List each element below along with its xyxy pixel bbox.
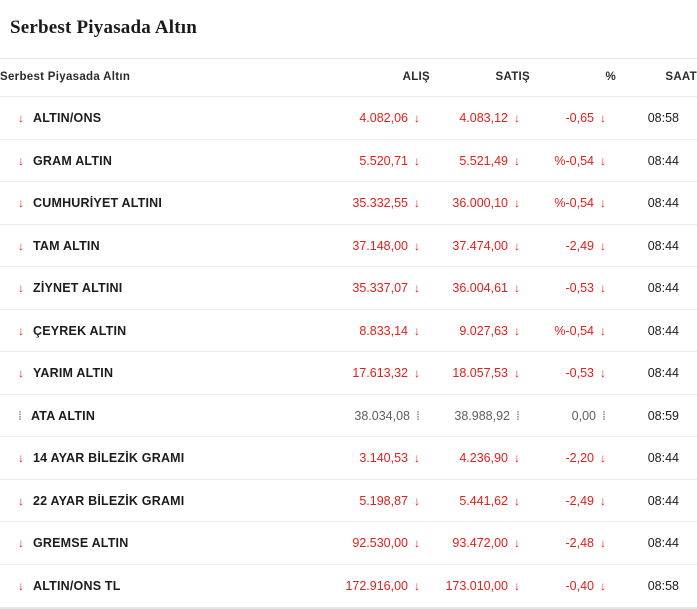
arrow-down-icon: ↓ (600, 281, 606, 296)
cell-change-percent (530, 139, 616, 182)
instrument-label: 22 AYAR BİLEZİK GRAMI (33, 493, 185, 508)
arrow-down-icon: ↓ (18, 153, 24, 168)
table-row[interactable] (0, 224, 697, 267)
change-percent-value: -2,49 (565, 238, 594, 253)
cell-sell-price (430, 564, 530, 607)
buy-price-value: 37.148,00 (352, 238, 408, 253)
cell-instrument[interactable] (0, 352, 330, 395)
flat-indicator-icon: ⁞ (516, 408, 520, 423)
cell-instrument[interactable] (0, 479, 330, 522)
sell-price-value: 5.521,49 (459, 153, 508, 168)
page-root (0, 13, 697, 609)
page-title: Serbest Piyasada Altın (10, 16, 198, 38)
arrow-down-icon: ↓ (514, 238, 520, 253)
cell-change-percent (530, 522, 616, 565)
cell-change-percent (530, 564, 616, 607)
cell-instrument[interactable] (0, 97, 330, 140)
cell-instrument[interactable] (0, 564, 330, 607)
flat-indicator-icon: ⁞ (18, 408, 22, 423)
cell-sell-price (430, 224, 530, 267)
sell-price-value: 5.441,62 (459, 493, 508, 508)
cell-instrument[interactable] (0, 267, 330, 310)
sell-price-value: 38.988,92 (454, 408, 510, 423)
arrow-down-icon: ↓ (414, 196, 420, 211)
update-time-value: 08:44 (647, 281, 679, 296)
cell-buy-price (330, 139, 430, 182)
cell-update-time (616, 437, 697, 480)
cell-update-time (616, 224, 697, 267)
arrow-down-icon: ↓ (414, 323, 420, 338)
buy-price-value: 5.520,71 (359, 153, 408, 168)
update-time-value: 08:44 (647, 493, 679, 508)
cell-update-time (616, 267, 697, 310)
arrow-down-icon: ↓ (18, 281, 24, 296)
instrument-label: CUMHURİYET ALTINI (33, 196, 163, 211)
cell-sell-price (430, 309, 530, 352)
table-row[interactable] (0, 564, 697, 607)
arrow-down-icon: ↓ (514, 111, 520, 126)
cell-sell-price (430, 352, 530, 395)
change-percent-value: %-0,54 (554, 153, 594, 168)
cell-update-time (616, 139, 697, 182)
cell-change-percent (530, 394, 616, 437)
column-header-time[interactable]: SAAT (616, 59, 697, 97)
update-time-value: 08:44 (647, 536, 679, 551)
table-row[interactable] (0, 97, 697, 140)
change-percent-value: %-0,54 (554, 196, 594, 211)
cell-update-time (616, 97, 697, 140)
cell-buy-price (330, 479, 430, 522)
arrow-down-icon: ↓ (414, 578, 420, 593)
cell-change-percent (530, 182, 616, 225)
cell-sell-price (430, 394, 530, 437)
cell-buy-price (330, 309, 430, 352)
arrow-down-icon: ↓ (414, 451, 420, 466)
update-time-value: 08:59 (647, 408, 679, 423)
arrow-down-icon: ↓ (514, 451, 520, 466)
update-time-value: 08:44 (647, 451, 679, 466)
cell-buy-price (330, 182, 430, 225)
cell-buy-price (330, 522, 430, 565)
cell-sell-price (430, 182, 530, 225)
buy-price-value: 92.530,00 (352, 536, 408, 551)
sell-price-value: 9.027,63 (459, 323, 508, 338)
arrow-down-icon: ↓ (18, 111, 24, 126)
arrow-down-icon: ↓ (414, 238, 420, 253)
arrow-down-icon: ↓ (414, 493, 420, 508)
arrow-down-icon: ↓ (514, 281, 520, 296)
change-percent-value: -2,20 (565, 451, 594, 466)
table-row[interactable] (0, 182, 697, 225)
cell-change-percent (530, 437, 616, 480)
cell-update-time (616, 564, 697, 607)
arrow-down-icon: ↓ (514, 366, 520, 381)
buy-price-value: 5.198,87 (359, 493, 408, 508)
arrow-down-icon: ↓ (600, 578, 606, 593)
arrow-down-icon: ↓ (18, 366, 24, 381)
sell-price-value: 36.004,61 (452, 281, 508, 296)
change-percent-value: %-0,54 (554, 323, 594, 338)
arrow-down-icon: ↓ (18, 323, 24, 338)
cell-update-time (616, 394, 697, 437)
cell-update-time (616, 309, 697, 352)
arrow-down-icon: ↓ (18, 238, 24, 253)
instrument-label: ALTIN/ONS (33, 111, 102, 126)
update-time-value: 08:44 (647, 238, 679, 253)
cell-buy-price (330, 564, 430, 607)
cell-change-percent (530, 224, 616, 267)
cell-sell-price (430, 267, 530, 310)
arrow-down-icon: ↓ (600, 111, 606, 126)
arrow-down-icon: ↓ (600, 536, 606, 551)
sell-price-value: 37.474,00 (452, 238, 508, 253)
cell-sell-price (430, 97, 530, 140)
sell-price-value: 4.236,90 (459, 451, 508, 466)
instrument-label: GRAM ALTIN (33, 153, 113, 168)
arrow-down-icon: ↓ (414, 536, 420, 551)
arrow-down-icon: ↓ (514, 493, 520, 508)
cell-change-percent (530, 309, 616, 352)
arrow-down-icon: ↓ (514, 536, 520, 551)
instrument-label: ALTIN/ONS TL (33, 578, 121, 593)
flat-indicator-icon: ⁞ (602, 408, 606, 423)
table-header-row (0, 59, 697, 97)
change-percent-value: -2,48 (565, 536, 594, 551)
change-percent-value: -0,53 (565, 281, 594, 296)
buy-price-value: 35.337,07 (352, 281, 408, 296)
cell-instrument[interactable] (0, 522, 330, 565)
table-row[interactable] (0, 139, 697, 182)
arrow-down-icon: ↓ (600, 493, 606, 508)
buy-price-value: 8.833,14 (359, 323, 408, 338)
instrument-label: YARIM ALTIN (33, 366, 114, 381)
arrow-down-icon: ↓ (18, 451, 24, 466)
buy-price-value: 38.034,08 (354, 408, 410, 423)
arrow-down-icon: ↓ (600, 451, 606, 466)
buy-price-value: 3.140,53 (359, 451, 408, 466)
update-time-value: 08:44 (647, 153, 679, 168)
arrow-down-icon: ↓ (414, 153, 420, 168)
cell-buy-price (330, 352, 430, 395)
cell-update-time (616, 479, 697, 522)
update-time-value: 08:58 (647, 578, 679, 593)
buy-price-value: 17.613,32 (352, 366, 408, 381)
cell-sell-price (430, 479, 530, 522)
cell-update-time (616, 522, 697, 565)
gold-prices-table-card (0, 58, 697, 608)
arrow-down-icon: ↓ (514, 323, 520, 338)
arrow-down-icon: ↓ (600, 196, 606, 211)
instrument-label: ATA ALTIN (31, 408, 96, 423)
arrow-down-icon: ↓ (18, 196, 24, 211)
arrow-down-icon: ↓ (18, 493, 24, 508)
arrow-down-icon: ↓ (600, 153, 606, 168)
table-row[interactable] (0, 309, 697, 352)
table-row[interactable] (0, 522, 697, 565)
instrument-label: 14 AYAR BİLEZİK GRAMI (33, 451, 185, 466)
table-row[interactable] (0, 394, 697, 437)
change-percent-value: -0,65 (565, 111, 594, 126)
arrow-down-icon: ↓ (600, 323, 606, 338)
cell-instrument[interactable] (0, 224, 330, 267)
cell-buy-price (330, 267, 430, 310)
cell-sell-price (430, 522, 530, 565)
cell-sell-price (430, 437, 530, 480)
instrument-label: TAM ALTIN (33, 238, 100, 253)
table-header (0, 59, 697, 97)
update-time-value: 08:58 (647, 111, 679, 126)
column-header-percent[interactable]: % (530, 59, 616, 97)
table-row[interactable] (0, 437, 697, 480)
flat-indicator-icon: ⁞ (416, 408, 420, 423)
change-percent-value: 0,00 (571, 408, 596, 423)
cell-instrument[interactable] (0, 437, 330, 480)
change-percent-value: -0,40 (565, 578, 594, 593)
arrow-down-icon: ↓ (414, 111, 420, 126)
cell-sell-price (430, 139, 530, 182)
cell-update-time (616, 352, 697, 395)
change-percent-value: -0,53 (565, 366, 594, 381)
update-time-value: 08:44 (647, 366, 679, 381)
arrow-down-icon: ↓ (514, 196, 520, 211)
arrow-down-icon: ↓ (600, 238, 606, 253)
column-header-buy[interactable]: ALIŞ (330, 59, 430, 97)
cell-instrument[interactable] (0, 309, 330, 352)
sell-price-value: 18.057,53 (452, 366, 508, 381)
update-time-value: 08:44 (647, 323, 679, 338)
sell-price-value: 173.010,00 (445, 578, 508, 593)
cell-instrument[interactable] (0, 394, 330, 437)
change-percent-value: -2,49 (565, 493, 594, 508)
arrow-down-icon: ↓ (414, 366, 420, 381)
cell-change-percent (530, 267, 616, 310)
cell-instrument[interactable] (0, 139, 330, 182)
buy-price-value: 4.082,06 (359, 111, 408, 126)
cell-buy-price (330, 97, 430, 140)
cell-buy-price (330, 437, 430, 480)
sell-price-value: 36.000,10 (452, 196, 508, 211)
arrow-down-icon: ↓ (514, 153, 520, 168)
arrow-down-icon: ↓ (18, 536, 24, 551)
arrow-down-icon: ↓ (600, 366, 606, 381)
cell-update-time (616, 182, 697, 225)
cell-change-percent (530, 352, 616, 395)
cell-change-percent (530, 97, 616, 140)
arrow-down-icon: ↓ (514, 578, 520, 593)
update-time-value: 08:44 (647, 196, 679, 211)
column-header-name[interactable]: Serbest Piyasada Altın (0, 59, 330, 97)
table-row[interactable] (0, 267, 697, 310)
cell-instrument[interactable] (0, 182, 330, 225)
gold-prices-table (0, 59, 697, 607)
table-row[interactable] (0, 352, 697, 395)
arrow-down-icon: ↓ (414, 281, 420, 296)
instrument-label: ZİYNET ALTINI (33, 281, 123, 296)
sell-price-value: 93.472,00 (452, 536, 508, 551)
buy-price-value: 172.916,00 (345, 578, 408, 593)
instrument-label: ÇEYREK ALTIN (33, 323, 127, 338)
instrument-label: GREMSE ALTIN (33, 536, 129, 551)
sell-price-value: 4.083,12 (459, 111, 508, 126)
buy-price-value: 35.332,55 (352, 196, 408, 211)
cell-buy-price (330, 224, 430, 267)
cell-change-percent (530, 479, 616, 522)
table-row[interactable] (0, 479, 697, 522)
cell-buy-price (330, 394, 430, 437)
arrow-down-icon: ↓ (18, 578, 24, 593)
column-header-sell[interactable]: SATIŞ (430, 59, 530, 97)
table-body (0, 97, 697, 607)
